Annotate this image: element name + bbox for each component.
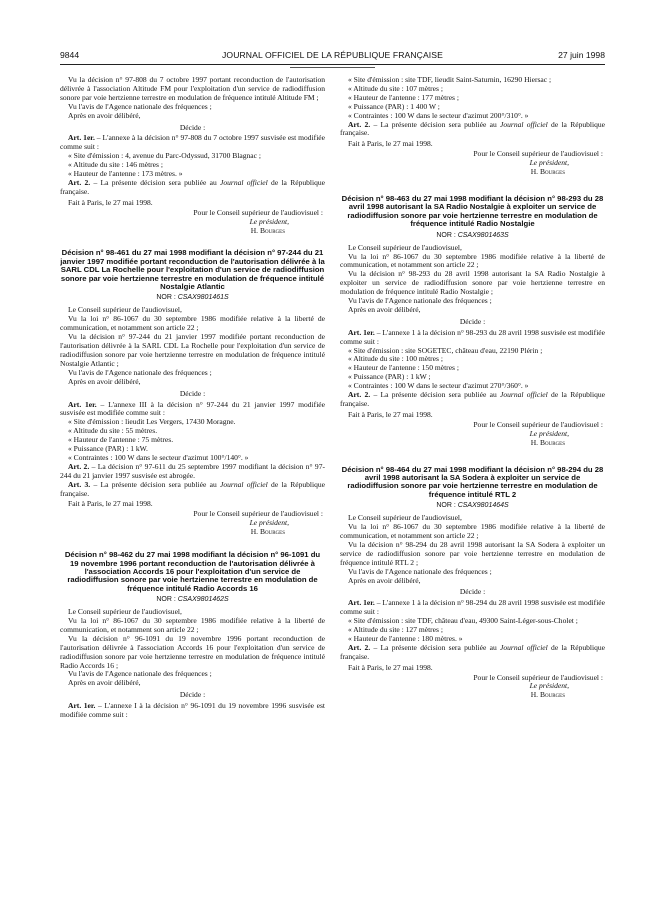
- article-text: de la République française.: [340, 390, 605, 408]
- decide-label: Décide :: [179, 388, 206, 398]
- paragraph: Vu l'avis de l'Agence nationale des fréquences ;: [68, 669, 212, 679]
- signatory-name: H. Bourges: [530, 167, 565, 177]
- quote-line: « Hauteur de l'antenne : 150 mètres ;: [348, 363, 459, 373]
- article-1: [60, 702, 325, 720]
- article-2: [340, 644, 605, 662]
- quote-line: « Contraintes : 100 W dans le secteur d'azimut 200°/310°. »: [348, 110, 529, 120]
- nor-reference: [60, 293, 325, 302]
- quote-line: « Site d'émission : 4, avenue du Parc-Odyssud, 31700 Blagnac ;: [68, 151, 261, 161]
- article-label: Art. 1er.: [68, 701, 96, 711]
- signature-line: Pour le Conseil supérieur de l'audiovisuel :: [193, 207, 323, 217]
- paragraph: Après en avoir délibéré,: [348, 575, 421, 585]
- quote-line: « Puissance (PAR) : 1 kW.: [68, 444, 148, 454]
- article-text: – L'annexe 1 à la décision n° 98-293 du 28 avril 1998 susvisée est modifiée comme suit :: [340, 327, 605, 346]
- article-3: [60, 481, 325, 499]
- quote-line: « Contraintes : 100 W dans le secteur d'azimut 100°/140°. »: [68, 452, 249, 462]
- paragraph: Vu la décision n° 97-808 du 7 octobre 1997 portant reconduction de l'autorisation délivrée à l'association Altitude FM pour l'exploitation d'un service de radiodiffusion sonore par voie hertzienne terrestre en modulation de fréquence intitulé Altitude FM ;: [60, 75, 325, 102]
- paragraph: Vu la loi n° 86-1067 du 30 septembre 1986 modifiée relative à la liberté de communication, et notamment son article 22 ;: [60, 616, 325, 634]
- signatory-name: H. Bourges: [250, 527, 285, 537]
- article-text: – L'annexe à la décision n° 97-808 du 7 octobre 1997 susvisée est modifiée comme suit :: [60, 133, 325, 152]
- article-text: – La présente décision sera publiée au: [90, 177, 221, 187]
- right-column: [340, 76, 605, 700]
- article-text: de la République française.: [60, 177, 325, 196]
- paragraph: Vu la décision n° 98-294 du 28 avril 1998 autorisant la SA Sodera à exploiter un service de radiodiffusion sonore par voie hertzienne terrestre en modulation de fréquence intitulé RTL 2 ;: [340, 539, 605, 567]
- signature-line: Pour le Conseil supérieur de l'audiovisuel :: [473, 149, 603, 159]
- decision-98-461: [60, 249, 325, 537]
- nor-label: NOR :: [156, 294, 178, 302]
- signatory-role: Le président,: [249, 216, 289, 226]
- article-label: Art. 2.: [348, 642, 371, 652]
- signature-line: Pour le Conseil supérieur de l'audiovisuel :: [473, 672, 603, 682]
- quote-line: « Altitude du site : 127 mètres ;: [348, 625, 443, 635]
- nor-code: CSAX9801464S: [457, 502, 509, 510]
- quote-line: « Site d'émission : site TDF, lieudit Saint-Saturnin, 16290 Hiersac ;: [348, 75, 552, 84]
- decision-98-463: [340, 195, 605, 448]
- journal-title: JOURNAL OFFICIEL DE LA RÉPUBLIQUE FRANÇAISE: [222, 50, 443, 60]
- paragraph: Vu la décision n° 97-244 du 21 janvier 1997 modifiée portant reconduction de l'autorisation délivrée à la SARL CDL La Rochelle pour l'exploitation d'un service de radiodiffusion sonore par voie hertzienne terrestre en modulation de fréquence intitulé Nostalgie Atlantic ;: [60, 332, 325, 368]
- signatory-name: H. Bourges: [530, 437, 565, 447]
- left-column: [60, 76, 325, 720]
- article-2: [60, 179, 325, 197]
- article-text: – La décision n° 97-611 du 25 septembre 1997 modifiant la décision n° 97-244 du 21 janvier 1997 susvisée est abrogée.: [60, 461, 325, 480]
- article-text: – La présente décision sera publiée au: [370, 390, 501, 400]
- journal-reference: Journal officiel: [220, 177, 268, 187]
- article-label: Art. 3.: [68, 479, 91, 489]
- article-1: [340, 599, 605, 617]
- article-label: Art. 1er.: [68, 133, 95, 143]
- done-at: Fait à Paris, le 27 mai 1998.: [348, 409, 433, 419]
- nor-label: NOR :: [156, 596, 178, 604]
- paragraph: Vu l'avis de l'Agence nationale des fréquences ;: [348, 296, 492, 306]
- paragraph: Vu l'avis de l'Agence nationale des fréquences ;: [68, 367, 212, 377]
- quote-line: « Altitude du site : 146 mètres ;: [68, 160, 163, 170]
- article-2: [340, 391, 605, 409]
- article-2: [60, 463, 325, 481]
- header-rule: [60, 64, 605, 65]
- article-label: Art. 1er.: [68, 399, 97, 409]
- paragraph: Après en avoir délibéré,: [68, 110, 141, 120]
- article-text: – L'annexe III à la décision n° 97-244 du 21 janvier 1997 modifiée susvisée est modifiée comme suit :: [60, 399, 325, 418]
- article-1: [340, 329, 605, 347]
- quote-line: « Altitude du site : 55 mètres.: [68, 426, 158, 436]
- page-header: [60, 50, 605, 64]
- journal-reference: Journal officiel: [500, 390, 548, 400]
- paragraph: Le Conseil supérieur de l'audiovisuel,: [68, 305, 182, 315]
- article-text: de la République française.: [60, 479, 325, 498]
- article-label: Art. 2.: [348, 119, 371, 129]
- signatory-role: Le président,: [529, 681, 569, 691]
- nor-reference: [340, 501, 605, 510]
- article-label: Art. 2.: [68, 177, 91, 187]
- article-label: Art. 1er.: [348, 327, 375, 337]
- article-text: – La présente décision sera publiée au: [90, 479, 221, 489]
- header-subrule: [290, 67, 375, 68]
- signatory-name: H. Bourges: [250, 225, 285, 235]
- article-text: – La présente décision sera publiée au: [370, 642, 501, 652]
- issue-date: 27 juin 1998: [558, 50, 605, 60]
- quote-line: « Altitude du site : 100 mètres ;: [348, 354, 443, 364]
- paragraph: Le Conseil supérieur de l'audiovisuel,: [68, 607, 182, 617]
- paragraph: Vu la décision n° 96-1091 du 19 novembre 1996 portant reconduction de l'autorisation délivrée à l'association Accords 16 pour l'exploitation d'un service de radiodiffusion sonore par voie hertzienne terrestre en modulation de fréquence intitulé Radio Accords 16 ;: [60, 633, 325, 670]
- signatory-role: Le président,: [249, 518, 289, 528]
- journal-reference: Journal officiel: [220, 479, 268, 489]
- quote-line: « Puissance (PAR) : 1 400 W ;: [348, 101, 440, 111]
- paragraph: Vu la loi n° 86-1067 du 30 septembre 1986 modifiée relative à la liberté de communication, et notamment son article 22 ;: [60, 314, 325, 333]
- article-text: – La présente décision sera publiée au: [370, 119, 501, 129]
- paragraph: Le Conseil supérieur de l'audiovisuel,: [348, 242, 462, 252]
- decision-98-462: [60, 551, 325, 720]
- decide-label: Décide :: [179, 122, 206, 132]
- paragraph: Vu la loi n° 86-1067 du 30 septembre 1986 modifiée relative à la liberté de communication, et notamment son article 22 ;: [340, 251, 605, 270]
- decision-heading: Décision n° 98-464 du 27 mai 1998 modifiant la décision n° 98-294 du 28 avril 1998 autorisant la SA Sodera à exploiter un service de radiodiffusion sonore par voie hertzienne terrestre en modulation de fréquence intitulé RTL 2: [341, 464, 604, 499]
- article-1: [60, 401, 325, 419]
- nor-code: CSAX9801463S: [457, 231, 509, 239]
- nor-code: CSAX9801462S: [177, 596, 229, 604]
- article-text: – L'annexe 1 à la décision n° 98-294 du 28 avril 1998 susvisée est modifiée comme suit :: [340, 598, 605, 617]
- decision-continuation-altitude-fm: [60, 76, 325, 235]
- decide-label: Décide :: [179, 690, 206, 700]
- page-number: 9844: [60, 50, 80, 60]
- quote-line: « Site d'émission : site TDF, château d'eau, 49300 Saint-Léger-sous-Cholet ;: [348, 616, 578, 626]
- quote-line: « Hauteur de l'antenne : 173 mètres. »: [68, 169, 183, 179]
- decide-label: Décide :: [459, 316, 486, 326]
- nor-reference: [60, 595, 325, 604]
- signatory-role: Le président,: [529, 158, 569, 168]
- done-at: Fait à Paris, le 27 mai 1998.: [348, 662, 433, 672]
- decision-98-464: [340, 466, 605, 701]
- paragraph: Vu la loi n° 86-1067 du 30 septembre 1986 modifiée relative à la liberté de communication, et notamment son article 22 ;: [340, 522, 605, 540]
- nor-label: NOR :: [436, 231, 458, 239]
- done-at: Fait à Paris, le 27 mai 1998.: [68, 197, 153, 207]
- decide-label: Décide :: [459, 587, 486, 597]
- signature-line: Pour le Conseil supérieur de l'audiovisuel :: [193, 509, 323, 519]
- signatory-role: Le président,: [529, 428, 569, 438]
- article-label: Art. 1er.: [348, 598, 375, 608]
- quote-line: « Hauteur de l'antenne : 180 mètres. »: [348, 633, 463, 643]
- quote-line: « Contraintes : 100 W dans le secteur d'azimut 270°/360°. »: [348, 381, 529, 391]
- signature-line: Pour le Conseil supérieur de l'audiovisuel :: [473, 419, 603, 429]
- paragraph: Vu l'avis de l'Agence nationale des fréquences ;: [68, 101, 212, 111]
- paragraph: Après en avoir délibéré,: [348, 304, 421, 314]
- decision-heading: Décision n° 98-461 du 27 mai 1998 modifiant la décision n° 97-244 du 21 janvier 1997 modifiée portant reconduction de l'autorisation délivrée à la SARL CDL La Rochelle pour l'exploitation d'un service de radiodiffusion sonore par voie hertzienne terrestre en modulation de fréquence intitulé Nostalgie Atlantic: [60, 248, 325, 292]
- quote-line: « Site d'émission : site SOGETEC, château d'eau, 22190 Plérin ;: [348, 345, 543, 355]
- quote-line: « Hauteur de l'antenne : 177 mètres ;: [348, 92, 459, 102]
- article-1: [60, 134, 325, 152]
- done-at: Fait à Paris, le 27 mai 1998.: [68, 499, 153, 509]
- decision-98-462-continuation: [340, 76, 605, 177]
- article-text: de la République française.: [340, 642, 605, 661]
- quote-line: « Hauteur de l'antenne : 75 mètres.: [68, 435, 174, 445]
- decision-heading: Décision n° 98-463 du 27 mai 1998 modifiant la décision n° 98-293 du 28 avril 1998 autorisant la SA Radio Nostalgie à exploiter un service de radiodiffusion sonore par voie hertzienne terrestre en modulation de fréquence intitulé Radio Nostalgie: [341, 193, 604, 229]
- paragraph: Vu la décision n° 98-293 du 28 avril 1998 autorisant la SA Radio Nostalgie à exploiter un service de radiodiffusion sonore par voie hertzienne terrestre en modulation de fréquence intitulé Radio Nostalgie ;: [340, 269, 605, 297]
- paragraph: Après en avoir délibéré,: [68, 376, 141, 386]
- nor-reference: [340, 231, 605, 240]
- journal-reference: Journal officiel: [500, 119, 548, 129]
- nor-code: CSAX9801461S: [177, 294, 229, 302]
- article-2: [340, 121, 605, 139]
- quote-line: « Puissance (PAR) : 1 kW ;: [348, 372, 431, 382]
- quote-line: « Altitude du site : 107 mètres ;: [348, 83, 443, 93]
- article-label: Art. 2.: [348, 390, 371, 400]
- decision-heading: Décision n° 98-462 du 27 mai 1998 modifiant la décision n° 96-1091 du 19 novembre 1996 portant reconduction de l'autorisation délivrée à l'association Accords 16 pour l'exploitation d'un service de radiodiffusion sonore par voie hertzienne terrestre en modulation de fréquence intitulé Radio Accords 16: [64, 550, 321, 593]
- paragraph: Après en avoir délibéré,: [68, 678, 141, 688]
- article-text: de la République française.: [340, 119, 605, 138]
- nor-label: NOR :: [436, 502, 458, 510]
- journal-reference: Journal officiel: [500, 642, 548, 652]
- article-text: – L'annexe I à la décision n° 96-1091 du 19 novembre 1996 susvisée est modifiée comme suit :: [60, 701, 325, 720]
- paragraph: Vu l'avis de l'Agence nationale des fréquences ;: [348, 566, 492, 576]
- quote-line: « Site d'émission : lieudit Les Vergers, 17430 Moragne.: [68, 417, 236, 427]
- paragraph: Le Conseil supérieur de l'audiovisuel,: [348, 513, 462, 523]
- signatory-name: H. Bourges: [530, 690, 565, 700]
- article-label: Art. 2.: [68, 461, 90, 471]
- done-at: Fait à Paris, le 27 mai 1998.: [348, 139, 433, 149]
